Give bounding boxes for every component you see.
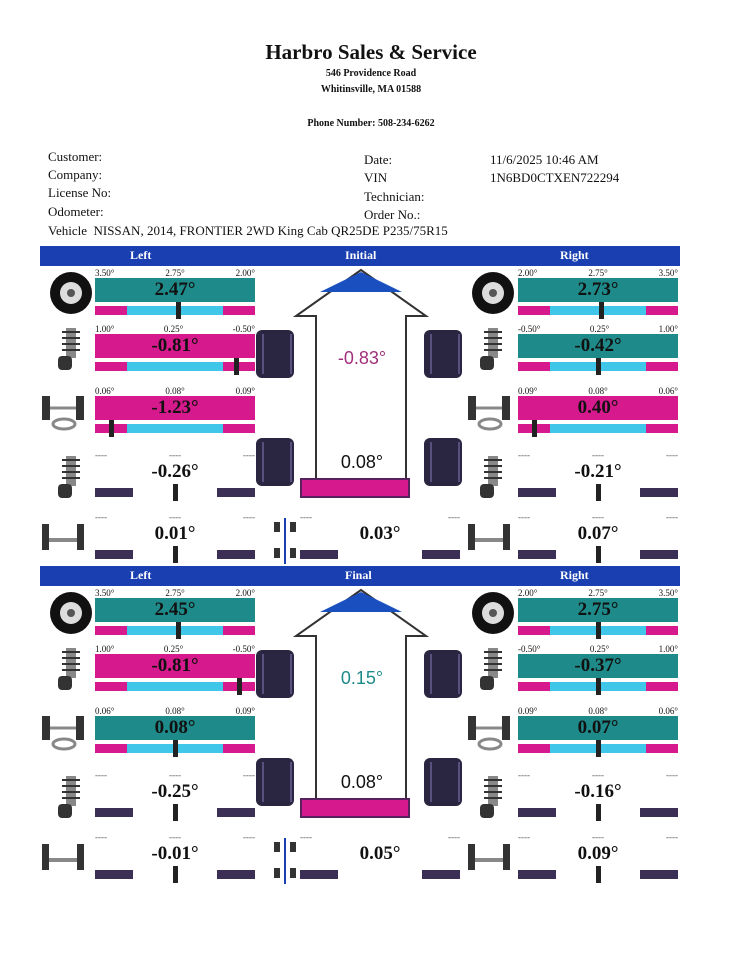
company-label: Company: bbox=[48, 167, 103, 182]
value-box: -0.81° bbox=[95, 334, 255, 358]
scale-labels bbox=[95, 706, 255, 716]
scale-labels bbox=[518, 512, 678, 522]
gauge-needle bbox=[176, 622, 181, 639]
odometer-label: Odometer: bbox=[48, 204, 104, 219]
range-gauge bbox=[95, 682, 255, 691]
scale-labels bbox=[300, 512, 460, 522]
value-text: 0.05° bbox=[359, 843, 401, 864]
strut-icon bbox=[48, 774, 94, 820]
gauge-needle bbox=[596, 866, 601, 883]
gauge-segment bbox=[646, 362, 678, 371]
gauge-needle bbox=[532, 420, 537, 437]
order-label: Order No.: bbox=[364, 207, 421, 222]
scale-tick-label: 0.06° bbox=[95, 386, 115, 396]
steer-icon bbox=[40, 390, 86, 436]
gauge-segment bbox=[518, 682, 550, 691]
vehicle-value: NISSAN, 2014, FRONTIER 2WD King Cab QR25DE P235/75R15 bbox=[93, 223, 448, 238]
scale-labels bbox=[518, 268, 678, 278]
tire bbox=[424, 758, 462, 806]
scale-labels bbox=[95, 770, 255, 780]
scale-tick-label: 0.06° bbox=[658, 386, 678, 396]
scale-tick-label: ---- bbox=[95, 832, 107, 842]
scale-tick-label: 0.08° bbox=[165, 386, 185, 396]
wheel-icon bbox=[470, 270, 516, 316]
indicator-toe bbox=[95, 386, 255, 458]
mini-gauge bbox=[518, 808, 678, 817]
scale-tick-label: 0.25° bbox=[163, 324, 184, 334]
scale-tick-label: 2.75° bbox=[588, 588, 608, 598]
gauge-segment bbox=[646, 424, 678, 433]
gauge-needle bbox=[173, 740, 178, 757]
scale-tick-label: ---- bbox=[95, 512, 107, 522]
scale-tick-label: ---- bbox=[169, 512, 181, 522]
scale-tick-label: -0.50° bbox=[518, 324, 541, 334]
mini-gauge-left bbox=[518, 808, 556, 817]
range-gauge bbox=[95, 362, 255, 371]
mini-gauge bbox=[518, 488, 678, 497]
mini-gauge bbox=[95, 488, 255, 497]
phone-line bbox=[0, 118, 742, 129]
wheel-icon bbox=[48, 590, 94, 636]
initial-left-label: Left bbox=[130, 248, 152, 262]
scale-tick-label: ---- bbox=[666, 770, 678, 780]
gauge-segment bbox=[127, 424, 223, 433]
scale-tick-label: 1.00° bbox=[95, 324, 115, 334]
scale-tick-label: 0.09° bbox=[518, 706, 538, 716]
gauge-segment bbox=[127, 306, 223, 315]
scale-tick-label: ---- bbox=[300, 512, 312, 522]
scale-tick-label: ---- bbox=[243, 450, 255, 460]
shop-city: Whitinsville, MA 01588 bbox=[320, 84, 422, 95]
mini-gauge-right bbox=[217, 550, 255, 559]
gauge-segment bbox=[127, 682, 223, 691]
gauge-segment bbox=[646, 306, 678, 315]
gauge-needle bbox=[109, 420, 114, 437]
scale-tick-label: -0.50° bbox=[518, 644, 541, 654]
strut-icon bbox=[470, 774, 516, 820]
gauge-segment bbox=[127, 626, 223, 635]
mini-gauge bbox=[300, 550, 460, 559]
scale-labels bbox=[95, 588, 255, 598]
gauge-segment bbox=[95, 306, 127, 315]
phone-label: Phone Number: bbox=[307, 118, 376, 129]
scale-tick-label: 1.00° bbox=[658, 324, 678, 334]
scale-tick-label: 0.09° bbox=[235, 386, 255, 396]
value-box: -1.23° bbox=[95, 396, 255, 420]
mini-gauge bbox=[518, 550, 678, 559]
scale-tick-label: ---- bbox=[518, 512, 530, 522]
scale-tick-label: 3.50° bbox=[95, 268, 115, 278]
gauge-segment bbox=[550, 306, 646, 315]
scale-tick-label: -0.50° bbox=[232, 324, 255, 334]
gauge-segment bbox=[223, 362, 255, 371]
mini-gauge-right bbox=[422, 550, 460, 559]
scale-tick-label: 1.00° bbox=[658, 644, 678, 654]
mini-gauge-right bbox=[217, 488, 255, 497]
gauge-segment bbox=[518, 744, 550, 753]
gauge-needle bbox=[596, 484, 601, 501]
range-gauge bbox=[95, 424, 255, 433]
scale-tick-label: 2.00° bbox=[235, 268, 255, 278]
gauge-segment bbox=[646, 682, 678, 691]
scale-tick-label: 2.75° bbox=[165, 588, 185, 598]
gauge-needle bbox=[596, 622, 601, 639]
tire bbox=[256, 650, 294, 698]
value-box: 2.75° bbox=[518, 598, 678, 622]
indicator-toe bbox=[95, 706, 255, 778]
technician-label: Technician: bbox=[364, 189, 425, 204]
scale-tick-label: 0.08° bbox=[165, 706, 185, 716]
scale-labels bbox=[518, 386, 678, 396]
shop-name: Harbro Sales & Service bbox=[265, 40, 477, 64]
scale-tick-label: ---- bbox=[592, 450, 604, 460]
range-gauge bbox=[518, 424, 678, 433]
gauge-needle bbox=[237, 678, 242, 695]
gauge-segment bbox=[550, 424, 646, 433]
vin-label: VIN bbox=[364, 170, 388, 185]
scale-labels bbox=[518, 644, 678, 654]
mini-gauge-left bbox=[300, 550, 338, 559]
gauge-needle bbox=[596, 358, 601, 375]
indicator-rear-toe bbox=[518, 832, 678, 904]
vehicle-line bbox=[48, 222, 448, 240]
mini-gauge bbox=[518, 870, 678, 879]
mini-gauge bbox=[95, 870, 255, 879]
scale-tick-label: 2.00° bbox=[518, 588, 538, 598]
mini-gauge-left bbox=[95, 808, 133, 817]
scale-tick-label: ---- bbox=[592, 832, 604, 842]
gauge-segment bbox=[223, 424, 255, 433]
scale-labels bbox=[95, 324, 255, 334]
gauge-needle bbox=[173, 546, 178, 563]
phone-number: 508-234-6262 bbox=[377, 118, 435, 129]
axle-icon bbox=[466, 838, 512, 884]
vin-value: 1N6BD0CTXEN722294 bbox=[490, 170, 620, 185]
mini-gauge bbox=[95, 550, 255, 559]
gauge-needle bbox=[596, 804, 601, 821]
value-box: 2.45° bbox=[95, 598, 255, 622]
axle-icon bbox=[40, 518, 86, 564]
indicator-toe bbox=[518, 706, 678, 778]
scale-labels bbox=[95, 386, 255, 396]
scale-tick-label: ---- bbox=[95, 450, 107, 460]
value-text: -0.21° bbox=[574, 461, 622, 482]
scale-tick-label: ---- bbox=[666, 832, 678, 842]
initial-right-label: Right bbox=[560, 248, 589, 262]
mini-gauge-left bbox=[95, 488, 133, 497]
mini-gauge-right bbox=[640, 488, 678, 497]
scale-labels bbox=[95, 512, 255, 522]
gauge-segment bbox=[646, 626, 678, 635]
gauge-needle bbox=[596, 740, 601, 757]
scale-tick-label: ---- bbox=[243, 512, 255, 522]
date-label: Date: bbox=[364, 152, 393, 167]
scale-tick-label: 3.50° bbox=[95, 588, 115, 598]
scale-tick-label: ---- bbox=[300, 832, 312, 842]
strut-icon bbox=[48, 326, 94, 372]
strut-icon bbox=[470, 646, 516, 692]
steer-icon bbox=[466, 710, 512, 756]
value-box: 2.73° bbox=[518, 278, 678, 302]
wheel-icon bbox=[470, 590, 516, 636]
scale-tick-label: 0.25° bbox=[589, 324, 610, 334]
scale-tick-label: ---- bbox=[518, 770, 530, 780]
initial-rear-total-value: 0.08° bbox=[340, 452, 384, 472]
scale-labels bbox=[518, 770, 678, 780]
scale-labels bbox=[518, 706, 678, 716]
value-text: 0.03° bbox=[359, 523, 401, 544]
scale-tick-label: ---- bbox=[592, 512, 604, 522]
scale-tick-label: ---- bbox=[592, 770, 604, 780]
value-text: -0.01° bbox=[151, 843, 199, 864]
value-box: 0.07° bbox=[518, 716, 678, 740]
gauge-segment bbox=[223, 626, 255, 635]
scale-tick-label: ---- bbox=[666, 450, 678, 460]
strut-icon bbox=[470, 454, 516, 500]
scale-tick-label: 0.08° bbox=[588, 706, 608, 716]
scale-tick-label: 2.75° bbox=[165, 268, 185, 278]
range-gauge bbox=[518, 306, 678, 315]
gauge-needle bbox=[173, 866, 178, 883]
steer-icon bbox=[466, 390, 512, 436]
mini-gauge-right bbox=[217, 870, 255, 879]
final-rear-total-value: 0.08° bbox=[340, 772, 384, 792]
mini-gauge bbox=[300, 870, 460, 879]
scale-labels bbox=[95, 644, 255, 654]
mini-gauge bbox=[95, 808, 255, 817]
axle-icon bbox=[466, 518, 512, 564]
value-text: 0.09° bbox=[577, 843, 619, 864]
scale-tick-label: -0.50° bbox=[232, 644, 255, 654]
scale-tick-label: 0.09° bbox=[518, 386, 538, 396]
range-gauge bbox=[95, 626, 255, 635]
indicator-toe bbox=[518, 386, 678, 458]
scale-labels bbox=[95, 832, 255, 842]
indicator-rear-toe bbox=[95, 832, 255, 904]
gauge-segment bbox=[518, 362, 550, 371]
final-right-label: Right bbox=[560, 568, 589, 582]
vehicle-label: Vehicle bbox=[48, 223, 87, 238]
scale-tick-label: ---- bbox=[243, 832, 255, 842]
mini-gauge-left bbox=[518, 870, 556, 879]
mini-gauge-right bbox=[640, 808, 678, 817]
initial-title: Initial bbox=[345, 248, 377, 262]
scale-tick-label: 0.06° bbox=[95, 706, 115, 716]
scale-tick-label: 0.25° bbox=[589, 644, 610, 654]
tire bbox=[256, 330, 294, 378]
value-text: -0.26° bbox=[151, 461, 199, 482]
value-box: -0.81° bbox=[95, 654, 255, 678]
scale-tick-label: ---- bbox=[243, 770, 255, 780]
mini-gauge-left bbox=[300, 870, 338, 879]
value-text: 0.01° bbox=[154, 523, 196, 544]
final-thrust-indicator bbox=[300, 832, 460, 904]
mini-gauge-left bbox=[518, 488, 556, 497]
license-label: License No: bbox=[48, 185, 112, 200]
scale-tick-label: ---- bbox=[169, 450, 181, 460]
scale-tick-label: ---- bbox=[95, 770, 107, 780]
initial-cross-value: -0.83° bbox=[337, 348, 387, 368]
gauge-segment bbox=[518, 626, 550, 635]
scale-tick-label: ---- bbox=[518, 450, 530, 460]
tire bbox=[424, 438, 462, 486]
axle-icon bbox=[40, 838, 86, 884]
value-text: -0.16° bbox=[574, 781, 622, 802]
scale-tick-label: ---- bbox=[448, 512, 460, 522]
initial-status-bar bbox=[300, 478, 410, 498]
date-value: 11/6/2025 10:46 AM bbox=[490, 152, 599, 167]
mini-gauge-right bbox=[640, 550, 678, 559]
mini-gauge-left bbox=[95, 550, 133, 559]
mini-gauge-left bbox=[95, 870, 133, 879]
scale-tick-label: 0.25° bbox=[163, 644, 184, 654]
gauge-segment bbox=[95, 362, 127, 371]
gauge-segment bbox=[95, 744, 127, 753]
tire bbox=[424, 650, 462, 698]
final-header-band bbox=[40, 566, 680, 586]
final-cross-value: 0.15° bbox=[340, 668, 384, 688]
scale-tick-label: ---- bbox=[448, 832, 460, 842]
value-text: -0.25° bbox=[151, 781, 199, 802]
scale-tick-label: 2.00° bbox=[235, 588, 255, 598]
wheel-icon bbox=[48, 270, 94, 316]
scale-tick-label: ---- bbox=[169, 832, 181, 842]
strut-icon bbox=[470, 326, 516, 372]
scale-labels bbox=[518, 450, 678, 460]
mini-gauge-right bbox=[217, 808, 255, 817]
strut-icon bbox=[48, 646, 94, 692]
scale-tick-label: 2.00° bbox=[518, 268, 538, 278]
value-box: 0.08° bbox=[95, 716, 255, 740]
scale-tick-label: 3.50° bbox=[658, 268, 678, 278]
gauge-segment bbox=[223, 744, 255, 753]
gauge-needle bbox=[596, 546, 601, 563]
scale-labels bbox=[518, 588, 678, 598]
scale-labels bbox=[518, 324, 678, 334]
strut-icon bbox=[48, 454, 94, 500]
scale-labels bbox=[300, 832, 460, 842]
gauge-needle bbox=[234, 358, 239, 375]
final-status-bar bbox=[300, 798, 410, 818]
initial-header-band bbox=[40, 246, 680, 266]
value-box: -0.42° bbox=[518, 334, 678, 358]
scale-tick-label: 0.08° bbox=[588, 386, 608, 396]
scale-labels bbox=[95, 268, 255, 278]
tire bbox=[256, 438, 294, 486]
steer-icon bbox=[40, 710, 86, 756]
scale-tick-label: ---- bbox=[169, 770, 181, 780]
scale-tick-label: 1.00° bbox=[95, 644, 115, 654]
final-title: Final bbox=[345, 568, 372, 582]
tire bbox=[256, 758, 294, 806]
gauge-segment bbox=[646, 744, 678, 753]
gauge-needle bbox=[173, 484, 178, 501]
mini-gauge-left bbox=[518, 550, 556, 559]
gauge-segment bbox=[223, 306, 255, 315]
scale-tick-label: 2.75° bbox=[588, 268, 608, 278]
scale-tick-label: 0.06° bbox=[658, 706, 678, 716]
value-box: 2.47° bbox=[95, 278, 255, 302]
gauge-segment bbox=[95, 682, 127, 691]
gauge-needle bbox=[596, 678, 601, 695]
final-left-label: Left bbox=[130, 568, 152, 582]
scale-tick-label: 3.50° bbox=[658, 588, 678, 598]
gauge-segment bbox=[127, 362, 223, 371]
scale-labels bbox=[95, 450, 255, 460]
value-box: -0.37° bbox=[518, 654, 678, 678]
tire bbox=[424, 330, 462, 378]
gauge-needle bbox=[173, 804, 178, 821]
value-box: 0.40° bbox=[518, 396, 678, 420]
gauge-segment bbox=[95, 626, 127, 635]
scale-tick-label: ---- bbox=[666, 512, 678, 522]
scale-tick-label: 0.09° bbox=[235, 706, 255, 716]
mini-gauge-right bbox=[640, 870, 678, 879]
gauge-needle bbox=[599, 302, 604, 319]
gauge-needle bbox=[176, 302, 181, 319]
value-text: 0.07° bbox=[577, 523, 619, 544]
gauge-segment bbox=[518, 306, 550, 315]
mini-gauge-right bbox=[422, 870, 460, 879]
scale-labels bbox=[518, 832, 678, 842]
customer-label: Customer: bbox=[48, 149, 103, 164]
scale-tick-label: ---- bbox=[518, 832, 530, 842]
shop-address: 546 Providence Road bbox=[325, 68, 417, 79]
range-gauge bbox=[95, 306, 255, 315]
